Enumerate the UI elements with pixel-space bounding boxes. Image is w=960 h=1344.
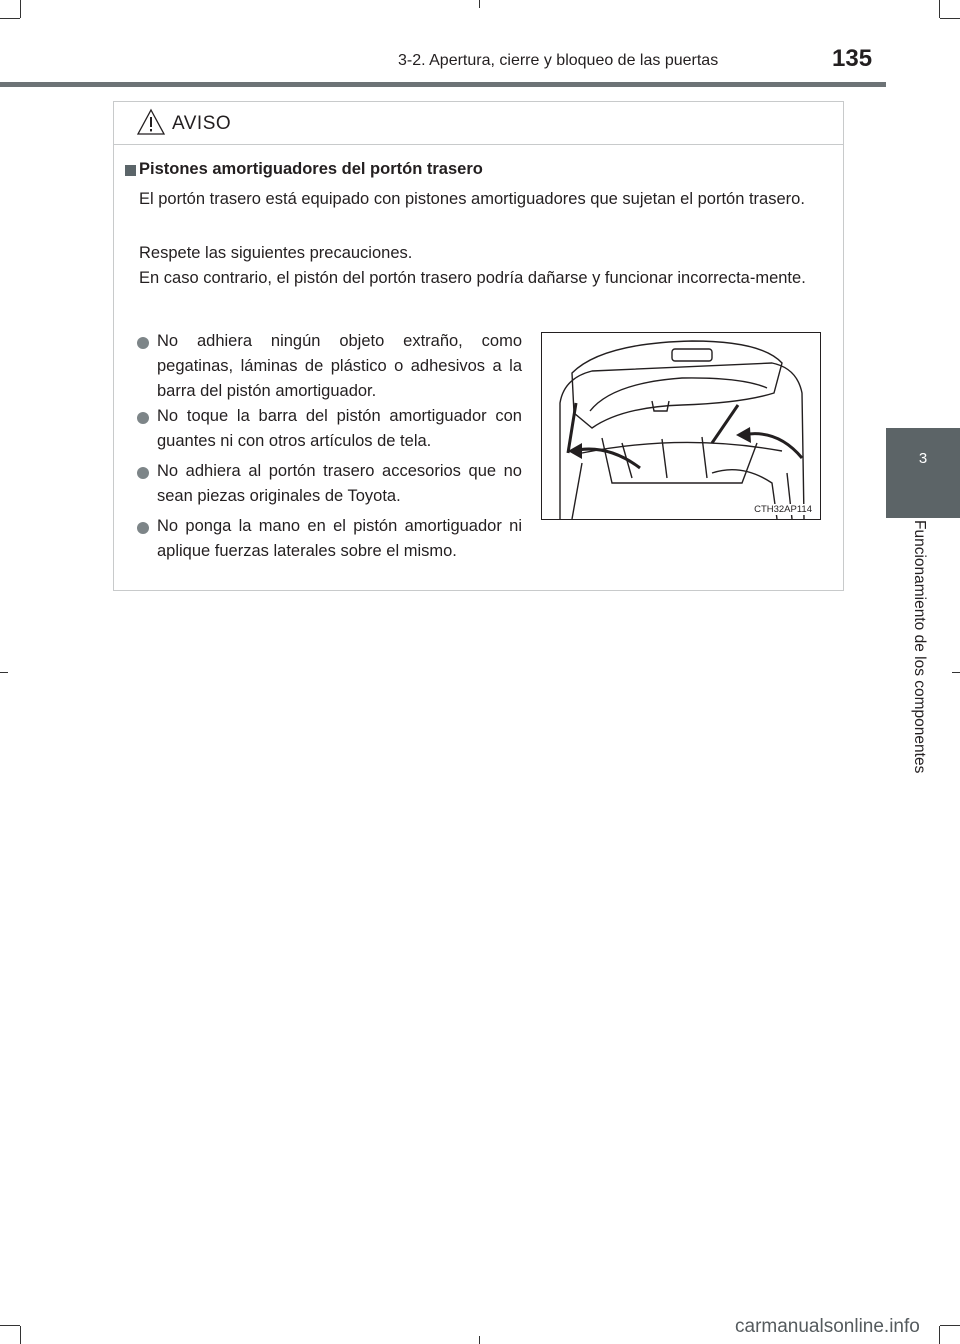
bullet-dot-icon — [137, 467, 149, 479]
tailgate-drawing — [542, 333, 820, 519]
crop-mark — [939, 0, 940, 18]
warning-heading: AVISO — [172, 113, 232, 134]
bullet-dot-icon — [137, 522, 149, 534]
warning-header — [114, 102, 843, 145]
header-rule — [0, 82, 886, 87]
intro-paragraph: El portón trasero está equipado con pistones amortiguadores que sujetan el portón trasero. — [139, 190, 805, 208]
chapter-title: Funcionamiento de los componentes — [911, 520, 928, 774]
precaution-line-1: Respete las siguientes precauciones. — [139, 244, 413, 262]
warning-triangle-icon — [136, 108, 166, 136]
list-item: No toque la barra del pistón amortiguador con guantes ni con otros artículos de tela. — [157, 407, 522, 450]
chapter-number: 3 — [918, 450, 928, 467]
crop-mark — [479, 1336, 480, 1344]
bullet-dot-icon — [137, 412, 149, 424]
crop-mark — [0, 18, 20, 19]
crop-mark — [939, 1326, 940, 1344]
tailgate-illustration — [541, 332, 821, 520]
crop-mark — [479, 0, 480, 8]
section-title: Pistones amortiguadores del portón trasero — [139, 160, 483, 178]
crop-mark — [20, 0, 21, 18]
crop-mark — [20, 1326, 21, 1344]
crop-mark — [940, 1325, 960, 1326]
list-item: No adhiera al portón trasero accesorios que no sean piezas originales de Toyota. — [157, 462, 522, 505]
bullet-dot-icon — [137, 337, 149, 349]
list-item: No ponga la mano en el pistón amortiguador ni aplique fuerzas laterales sobre el mismo. — [157, 517, 522, 560]
crop-mark — [0, 1325, 20, 1326]
header-section-title: 3-2. Apertura, cierre y bloqueo de las puertas — [398, 52, 719, 69]
chapter-tab — [886, 428, 960, 518]
crop-mark — [940, 18, 960, 19]
list-item: No adhiera ningún objeto extraño, como pegatinas, láminas de plástico o adhesivos a la barra del pistón amortiguador. — [157, 332, 522, 400]
crop-mark — [952, 672, 960, 673]
precaution-line-2: En caso contrario, el pistón del portón trasero podría dañarse y funcionar incorrecta-mente. — [139, 269, 806, 287]
page-number: 135 — [832, 45, 873, 72]
crop-mark — [0, 672, 8, 673]
figure-code: CTH32AP114 — [754, 504, 812, 515]
square-bullet-icon — [125, 165, 136, 176]
warning-box — [113, 101, 844, 591]
watermark: carmanualsonline.info — [735, 1316, 920, 1337]
